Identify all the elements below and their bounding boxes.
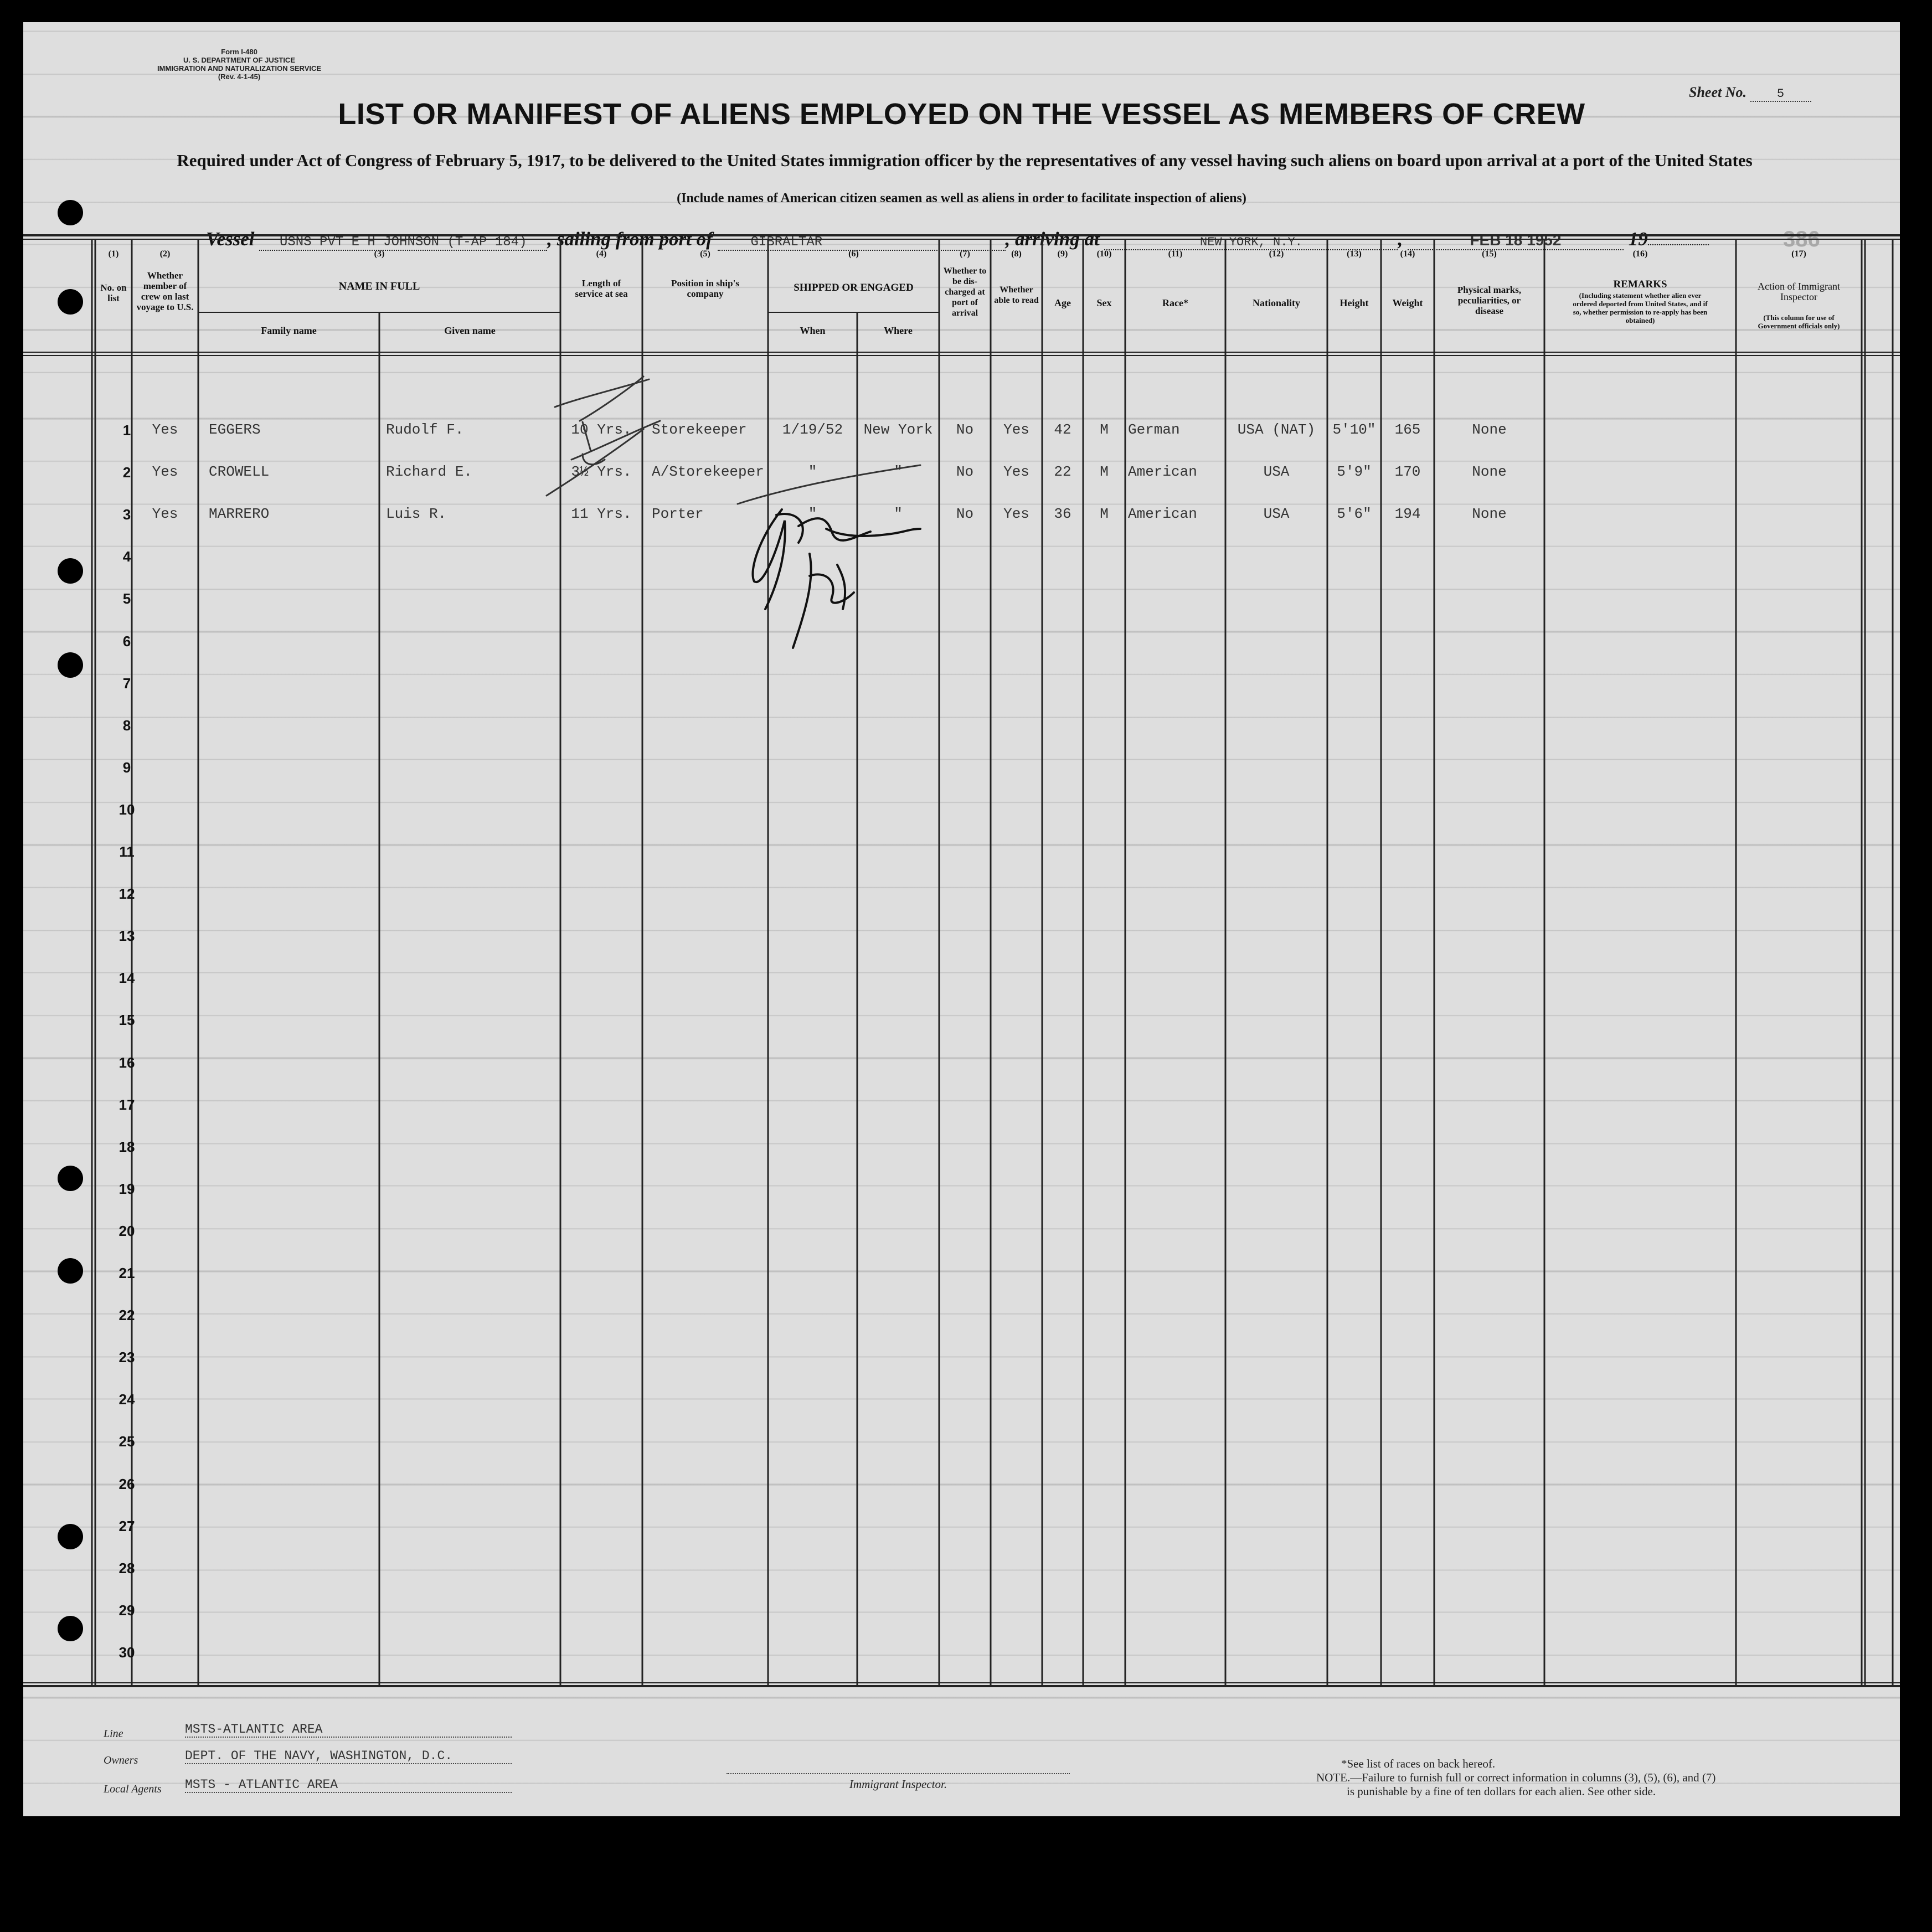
row-number: 2 <box>122 464 131 481</box>
col-num-10: (10) <box>1096 249 1112 259</box>
where-cell: " <box>894 463 903 481</box>
col-num-17: (17) <box>1791 249 1806 259</box>
row-number: 21 <box>119 1265 135 1281</box>
sheet-number-label: Sheet No. <box>1689 84 1746 100</box>
discharged-cell: No <box>956 506 974 523</box>
row-number: 26 <box>119 1475 135 1492</box>
footer-agents-label: Local Agents <box>104 1783 162 1795</box>
row-number: 4 <box>122 548 131 565</box>
row-number: 15 <box>119 1012 135 1029</box>
row-number: 5 <box>122 590 131 607</box>
race-cell: American <box>1128 463 1197 481</box>
row-number: 7 <box>122 674 131 692</box>
footer-owners-label: Owners <box>104 1754 138 1766</box>
row-number: 20 <box>119 1222 135 1239</box>
row-number: 18 <box>119 1138 135 1155</box>
header-sex: Sex <box>1096 297 1112 308</box>
able-to-read-cell: Yes <box>1003 421 1029 438</box>
position-cell: Storekeeper <box>652 421 747 438</box>
row-number: 8 <box>122 717 131 734</box>
arrival-date: FEB 18 1952 <box>1408 231 1624 250</box>
member-last-voyage-cell: Yes <box>152 463 178 481</box>
row-number: 29 <box>119 1601 135 1619</box>
header-discharged: Whether to be dis-charged at port of arrival <box>943 266 987 318</box>
col-num-4: (4) <box>596 249 607 259</box>
weight-cell: 170 <box>1394 463 1421 481</box>
header-action-of-inspector: Action of Immigrant Inspector <box>1758 281 1840 302</box>
form-number: Form I-480 <box>221 48 257 56</box>
age-cell: 22 <box>1054 463 1071 481</box>
nationality-cell: USA <box>1263 506 1290 523</box>
able-to-read-cell: Yes <box>1003 506 1029 523</box>
col-num-12: (12) <box>1269 249 1284 259</box>
header-member-last-voyage: Whether member of crew on last voyage to U.S. <box>136 270 194 312</box>
length-of-service-cell: 10 Yrs. <box>571 421 632 438</box>
manifest-sheet <box>23 22 1900 1816</box>
footer-owners-value: DEPT. OF THE NAVY, WASHINGTON, D.C. <box>185 1749 512 1764</box>
nationality-cell: USA <box>1263 463 1290 481</box>
where-cell: New York <box>863 421 933 438</box>
vessel-name: USNS PVT E H JOHNSON (T-AP 184) <box>259 235 547 251</box>
weight-cell: 194 <box>1394 506 1421 523</box>
header-weight: Weight <box>1392 297 1423 308</box>
row-number: 12 <box>119 885 135 903</box>
col-num-5: (5) <box>700 249 710 259</box>
when-cell: 1/19/52 <box>782 421 843 438</box>
family-name-cell: CROWELL <box>209 463 270 481</box>
row-number: 17 <box>119 1096 135 1113</box>
row-number: 23 <box>119 1349 135 1366</box>
family-name-cell: EGGERS <box>209 421 261 438</box>
vessel-label: Vessel <box>206 228 255 250</box>
footnote-penalty-cont: is punishable by a fine of ten dollars for each alien. See other side. <box>1347 1785 1656 1798</box>
footnote-penalty: NOTE.—Failure to furnish full or correct information in columns (3), (5), (6), and (7) <box>1316 1771 1716 1784</box>
row-number: 6 <box>122 632 131 650</box>
physical-marks-cell: None <box>1472 463 1507 481</box>
punch-hole <box>58 652 83 678</box>
col-num-16: (16) <box>1632 249 1648 259</box>
sex-cell: M <box>1100 421 1109 438</box>
punch-hole <box>58 1258 83 1284</box>
header-length-of-service: Length of service at sea <box>575 278 628 299</box>
physical-marks-cell: None <box>1472 506 1507 523</box>
footer-line-label: Line <box>104 1728 123 1740</box>
row-number: 19 <box>119 1180 135 1197</box>
header-action-note: (This column for use of Government officials only) <box>1758 313 1840 330</box>
position-cell: A/Storekeeper <box>652 463 764 481</box>
row-number: 13 <box>119 928 135 945</box>
col-num-6: (6) <box>848 249 859 259</box>
row-number: 25 <box>119 1433 135 1450</box>
when-cell: " <box>808 463 817 481</box>
header-able-to-read: Whether able to read <box>994 285 1039 305</box>
position-cell: Porter <box>652 506 704 523</box>
page-title: LIST OR MANIFEST OF ALIENS EMPLOYED ON THE VESSEL AS MEMBERS OF CREW <box>338 97 1585 131</box>
sailing-label: , sailing from port of <box>547 228 713 250</box>
voyage-line: Vessel USNS PVT E H JOHNSON (T-AP 184) , sailing from port of GIBRALTAR , arriving at NEW YORK, N.Y. , FEB 18 1952 19 <box>206 228 1709 251</box>
header-remarks-note: (Including statement whether alien ever ordered deported from United States, and if so, whether permission to re-apply has been obtained) <box>1573 291 1708 324</box>
nationality-cell: USA (NAT) <box>1237 421 1316 438</box>
sailing-from: GIBRALTAR <box>718 235 1006 251</box>
punch-hole <box>58 1524 83 1549</box>
header-nationality: Nationality <box>1252 297 1300 308</box>
sex-cell: M <box>1100 506 1109 523</box>
col-num-7: (7) <box>960 249 970 259</box>
family-name-cell: MARRERO <box>209 506 270 523</box>
given-name-cell: Luis R. <box>386 506 447 523</box>
punch-hole <box>58 1166 83 1191</box>
row-number: 14 <box>119 970 135 987</box>
inspector-signature-line <box>727 1773 1070 1774</box>
subtitle: Required under Act of Congress of February 5, 1917, to be delivered to the United States immigration officer by the representatives of any vessel having such aliens on board upon arrival at a port of the United States <box>177 151 1753 170</box>
punch-hole <box>58 200 83 225</box>
service: IMMIGRATION AND NATURALIZATION SERVICE <box>157 64 322 73</box>
weight-cell: 165 <box>1394 421 1421 438</box>
row-number: 11 <box>119 843 135 860</box>
col-num-1: (1) <box>108 249 119 259</box>
header-race: Race* <box>1162 297 1188 308</box>
footnote-races: *See list of races on back hereof. <box>1341 1757 1496 1770</box>
col-num-15: (15) <box>1482 249 1497 259</box>
age-cell: 42 <box>1054 421 1071 438</box>
punch-hole <box>58 1616 83 1641</box>
subnote: (Include names of American citizen seamen as well as aliens in order to facilitate inspection of aliens) <box>677 191 1246 205</box>
arriving-at: NEW YORK, N.Y. <box>1104 235 1398 250</box>
header-age: Age <box>1054 297 1071 308</box>
height-cell: 5'10" <box>1332 421 1376 438</box>
col-num-13: (13) <box>1347 249 1362 259</box>
revision: (Rev. 4-1-45) <box>218 73 261 81</box>
col-num-9: (9) <box>1057 249 1068 259</box>
col-num-11: (11) <box>1168 249 1183 259</box>
height-cell: 5'6" <box>1337 506 1372 523</box>
header-name-in-full: NAME IN FULL <box>338 280 420 292</box>
row-number: 28 <box>119 1559 135 1576</box>
header-remarks: REMARKS <box>1613 279 1667 290</box>
row-number: 22 <box>119 1307 135 1324</box>
arriving-label: , arriving at <box>1005 228 1100 250</box>
given-name-cell: Richard E. <box>386 463 473 481</box>
given-name-cell: Rudolf F. <box>386 421 464 438</box>
race-cell: American <box>1128 506 1197 523</box>
department: U. S. DEPARTMENT OF JUSTICE <box>183 56 295 64</box>
row-number: 27 <box>119 1517 135 1534</box>
inspector-label: Immigrant Inspector. <box>849 1778 947 1791</box>
header-physical-marks: Physical marks, peculiarities, or disease <box>1457 285 1522 316</box>
row-number: 30 <box>119 1644 135 1661</box>
row-number: 1 <box>122 422 131 439</box>
row-number: 24 <box>119 1391 135 1408</box>
year-label: 19 <box>1628 228 1648 250</box>
sex-cell: M <box>1100 463 1109 481</box>
footer-agents-value: MSTS - ATLANTIC AREA <box>185 1778 512 1793</box>
punch-hole <box>58 558 83 584</box>
member-last-voyage-cell: Yes <box>152 421 178 438</box>
row-number: 3 <box>122 506 131 523</box>
col-num-2: (2) <box>159 249 171 259</box>
header-where: Where <box>884 325 913 336</box>
row-number: 16 <box>119 1054 135 1071</box>
stamp-number: 386 <box>1783 227 1820 251</box>
height-cell: 5'9" <box>1337 463 1372 481</box>
col-num-3: (3) <box>374 249 385 259</box>
length-of-service-cell: 3½ Yrs. <box>571 463 632 481</box>
discharged-cell: No <box>956 421 974 438</box>
when-cell: " <box>808 506 817 523</box>
header-family-name: Family name <box>261 325 317 336</box>
member-last-voyage-cell: Yes <box>152 506 178 523</box>
age-cell: 36 <box>1054 506 1071 523</box>
col-num-14: (14) <box>1400 249 1415 259</box>
header-height: Height <box>1339 297 1369 308</box>
sheet-number-value: 5 <box>1750 87 1811 102</box>
row-number: 9 <box>122 759 131 776</box>
length-of-service-cell: 11 Yrs. <box>571 506 632 523</box>
discharged-cell: No <box>956 463 974 481</box>
where-cell: " <box>894 506 903 523</box>
header-when: When <box>800 325 826 336</box>
footnote <box>1316 1757 1715 1799</box>
row-number: 10 <box>119 801 135 818</box>
punch-hole <box>58 289 83 315</box>
col-num-8: (8) <box>1011 249 1022 259</box>
footer-line-value: MSTS-ATLANTIC AREA <box>185 1722 512 1738</box>
physical-marks-cell: None <box>1472 421 1507 438</box>
header-no-on-list: No. on list <box>100 282 127 303</box>
header-given-name: Given name <box>444 325 496 336</box>
able-to-read-cell: Yes <box>1003 463 1029 481</box>
race-cell: German <box>1128 421 1180 438</box>
header-position: Position in ship's company <box>671 278 739 299</box>
header-shipped-or-engaged: SHIPPED OR ENGAGED <box>794 282 914 293</box>
